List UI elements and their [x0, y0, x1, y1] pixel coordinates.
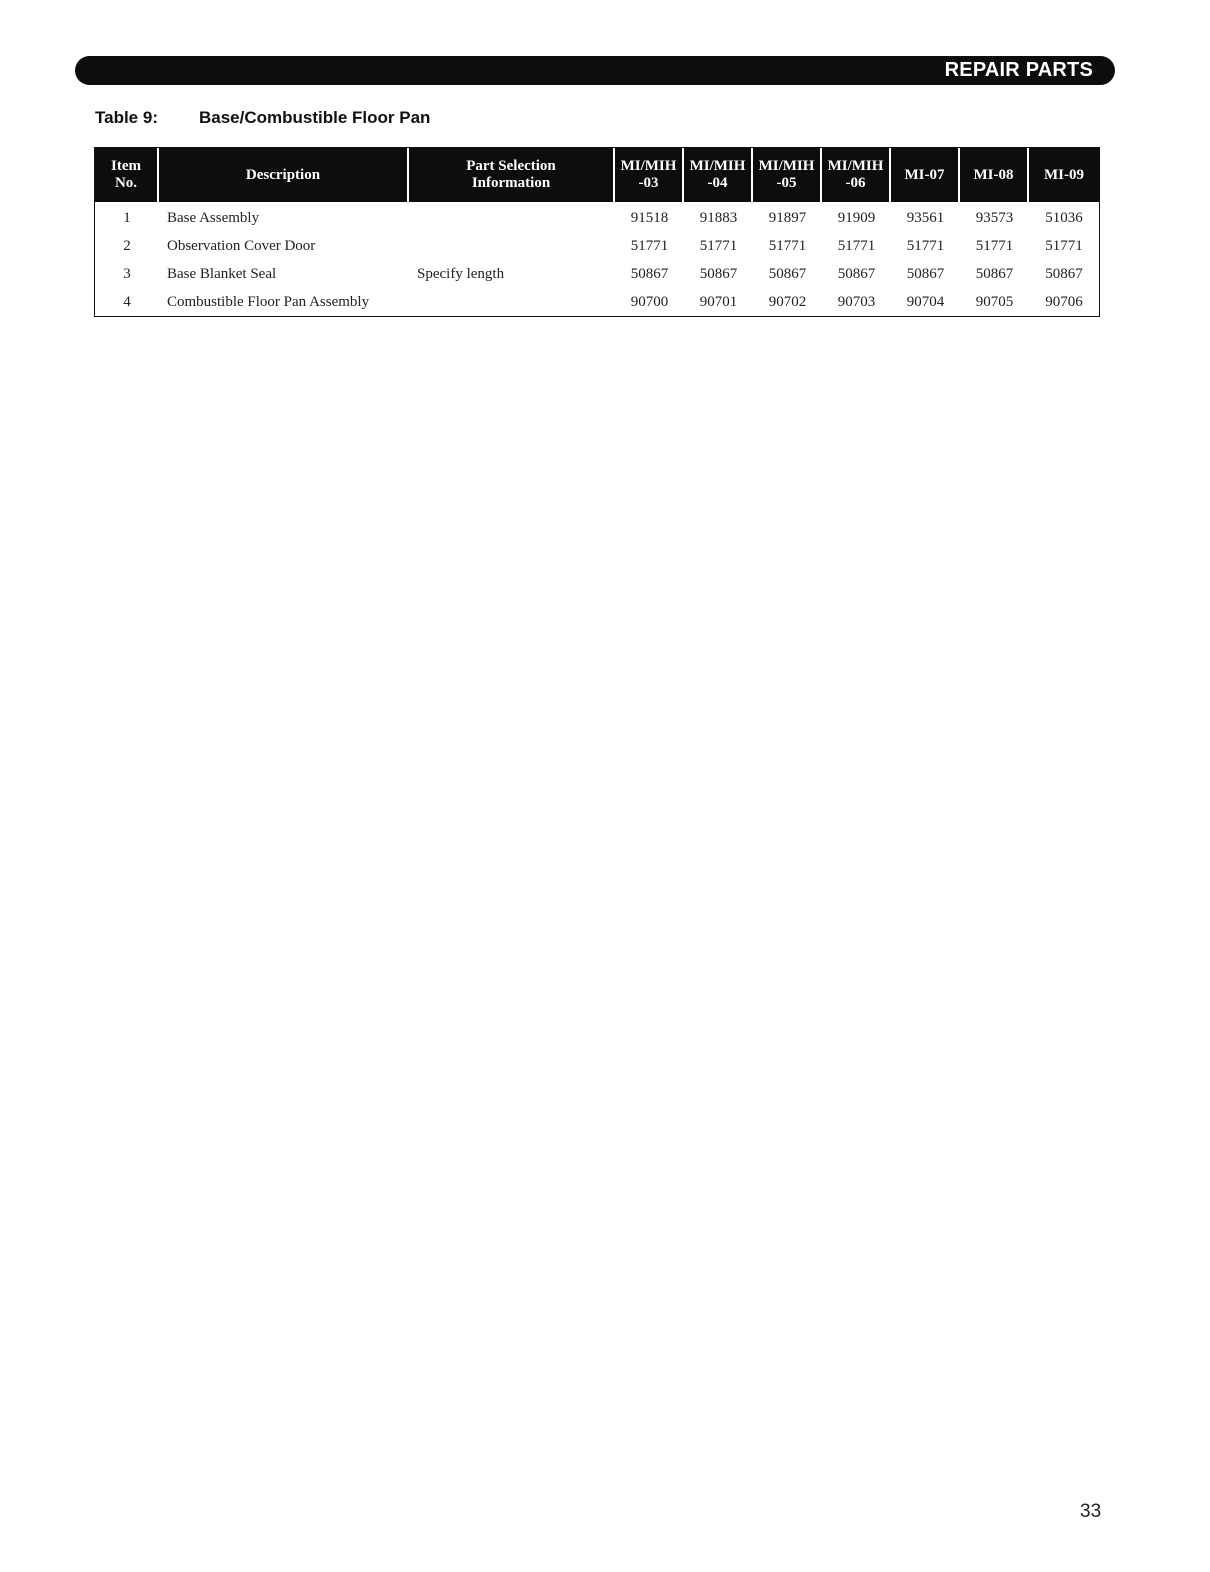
column-header-mi-08: MI-08 [960, 148, 1029, 202]
part-number: 51036 [1045, 209, 1083, 226]
part-number: 51771 [1045, 237, 1083, 254]
part-number: 51771 [630, 237, 669, 254]
part-number: 50867 [768, 265, 807, 282]
section-title: REPAIR PARTS [944, 59, 1093, 81]
part-number: 50867 [975, 265, 1014, 282]
table-number: Table 9: [95, 108, 158, 127]
table-header-row [95, 148, 1099, 202]
table-title: Base/Combustible Floor Pan [199, 108, 431, 127]
column-header-description: Description [159, 148, 409, 202]
column-header-mimih-06: MI/MIH -06 [822, 148, 891, 202]
part-description: Combustible Floor Pan Assembly [167, 293, 370, 310]
part-selection-info: Specify length [417, 265, 505, 282]
part-description: Base Blanket Seal [167, 265, 277, 282]
column-header-mimih-04: MI/MIH -04 [684, 148, 753, 202]
part-number: 90700 [630, 293, 669, 310]
part-selection-info [409, 202, 615, 232]
part-number: 51771 [699, 237, 738, 254]
section-header-bar [75, 56, 1115, 85]
part-number: 90703 [837, 293, 876, 310]
part-number: 51771 [906, 237, 945, 254]
table-row [95, 288, 1099, 316]
part-number: 51771 [837, 237, 876, 254]
table-row [95, 202, 1099, 232]
part-description: Observation Cover Door [167, 237, 316, 254]
part-number: 90701 [699, 293, 738, 310]
repair-parts-table [94, 147, 1100, 317]
item-number: 2 [123, 237, 131, 254]
part-number: 90706 [1045, 293, 1083, 310]
column-header-mimih-03: MI/MIH -03 [615, 148, 684, 202]
part-selection-info [409, 232, 615, 260]
part-number: 51771 [975, 237, 1014, 254]
part-number: 90702 [768, 293, 807, 310]
column-header-mimih-05: MI/MIH -05 [753, 148, 822, 202]
page-number: 33 [1080, 1501, 1102, 1522]
part-number: 91518 [630, 209, 669, 226]
part-number: 50867 [1045, 265, 1083, 282]
part-number: 90705 [975, 293, 1014, 310]
part-number: 91897 [768, 209, 807, 226]
column-header-item: Item No. [95, 148, 159, 202]
part-number: 93573 [975, 209, 1014, 226]
part-number: 50867 [699, 265, 738, 282]
part-number: 50867 [630, 265, 669, 282]
item-number: 1 [123, 209, 131, 226]
column-header-mi-09: MI-09 [1029, 148, 1099, 202]
part-number: 93561 [906, 209, 945, 226]
item-number: 4 [123, 293, 131, 310]
item-number: 3 [123, 265, 131, 282]
part-number: 50867 [837, 265, 876, 282]
column-header-part-selection: Part Selection Information [409, 148, 615, 202]
column-header-mi-07: MI-07 [891, 148, 960, 202]
part-selection-info [409, 288, 615, 316]
table-caption [95, 108, 430, 128]
table-row [95, 260, 1099, 288]
part-description: Base Assembly [167, 209, 260, 226]
table-row [95, 232, 1099, 260]
part-number: 91909 [837, 209, 876, 226]
part-number: 50867 [906, 265, 945, 282]
part-number: 90704 [906, 293, 945, 310]
part-number: 51771 [768, 237, 807, 254]
part-number: 91883 [699, 209, 738, 226]
